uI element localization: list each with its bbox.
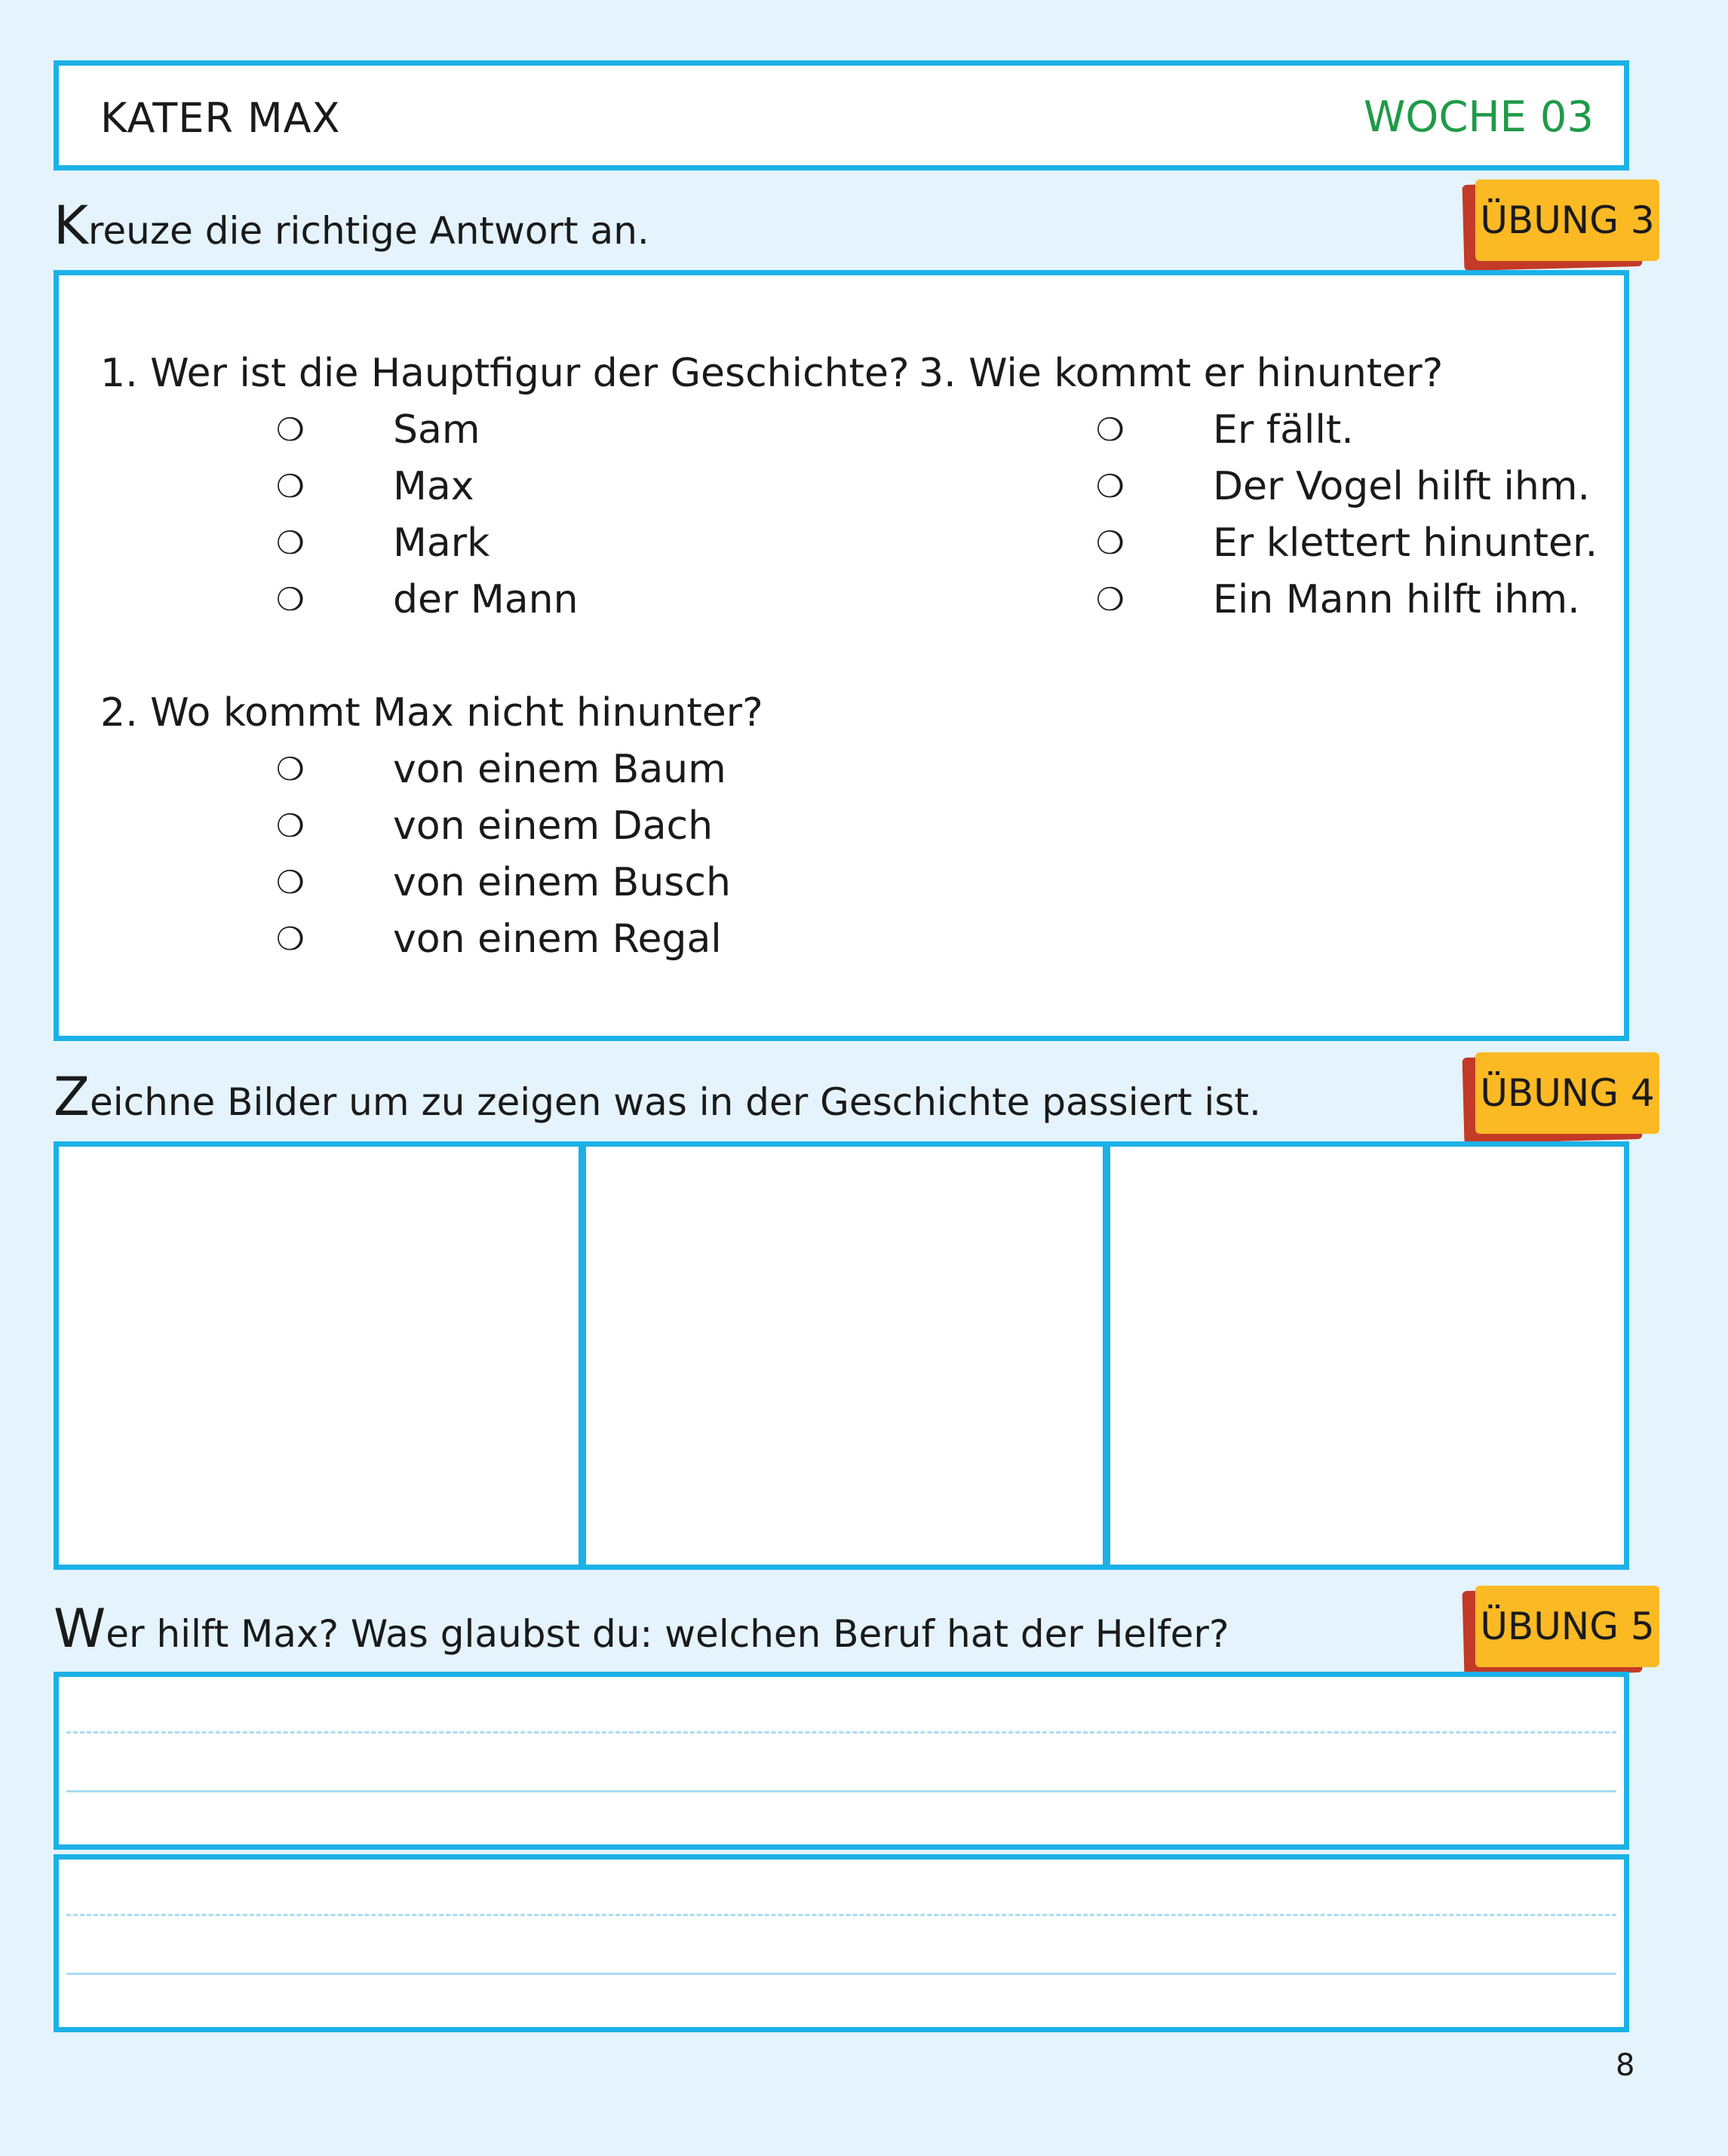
page-number: 8 — [1616, 2048, 1635, 2083]
week-label: WOCHE 03 — [1363, 93, 1594, 142]
quiz-box: 1. Wer ist die Hauptfigur der Geschichte? ❍ Sam ❍ Max ❍ Mark ❍ der Mann 2. Wo kommt Max nicht hinunter? ❍ von einem Baum ❍ von einem Dach ❍ von einem Busch ❍ von einem Regal 3. Wie kommt er hinunter? ❍ Er fällt. ❍ Der Vogel hilft ihm. ❍ Er klettert hinunter. ❍ Ein Mann hilft ihm. — [54, 270, 1629, 1041]
radio-circle-icon[interactable]: ❍ — [1096, 581, 1125, 618]
question-1: 1. Wer ist die Hauptfigur der Geschichte? — [100, 351, 910, 396]
exercise4-instruction: Zeichne Bilder um zu zeigen was in der Geschichte passiert ist. — [54, 1066, 1261, 1128]
badge-label: ÜBUNG 3 — [1475, 180, 1659, 261]
guide-dashed-line — [66, 1914, 1616, 1916]
writing-line-box-2[interactable] — [54, 1854, 1629, 2032]
radio-circle-icon[interactable]: ❍ — [276, 751, 305, 788]
drawing-panel-2[interactable] — [586, 1147, 1103, 1565]
radio-circle-icon[interactable]: ❍ — [276, 807, 305, 844]
header-box — [54, 60, 1629, 170]
radio-circle-icon[interactable]: ❍ — [276, 864, 305, 901]
badge-label: ÜBUNG 4 — [1475, 1052, 1659, 1134]
radio-circle-icon[interactable]: ❍ — [276, 411, 305, 448]
radio-circle-icon[interactable]: ❍ — [276, 468, 305, 505]
exercise3-badge — [1471, 180, 1661, 266]
drawing-panel-1[interactable] — [59, 1147, 579, 1565]
radio-circle-icon[interactable]: ❍ — [276, 581, 305, 618]
radio-circle-icon[interactable]: ❍ — [276, 524, 305, 561]
exercise3-instruction: Kreuze die richtige Antwort an. — [54, 195, 649, 256]
drawing-panels — [54, 1141, 1629, 1570]
badge-label: ÜBUNG 5 — [1475, 1586, 1659, 1667]
exercise5-instruction: Wer hilft Max? Was glaubst du: welchen Beruf hat der Helfer? — [54, 1598, 1229, 1660]
question-2: 2. Wo kommt Max nicht hinunter? — [100, 690, 763, 736]
guide-base-line — [66, 1973, 1616, 1975]
radio-circle-icon[interactable]: ❍ — [276, 920, 305, 957]
drawing-panel-3[interactable] — [1110, 1147, 1624, 1565]
panel-divider — [579, 1147, 586, 1565]
exercise4-badge — [1471, 1052, 1661, 1138]
radio-circle-icon[interactable]: ❍ — [1096, 468, 1125, 505]
guide-dashed-line — [66, 1731, 1616, 1734]
writing-line-box-1[interactable] — [54, 1672, 1629, 1850]
panel-divider — [1103, 1147, 1110, 1565]
exercise5-badge — [1471, 1586, 1661, 1672]
question-3: 3. Wie kommt er hinunter? — [919, 351, 1444, 396]
radio-circle-icon[interactable]: ❍ — [1096, 411, 1125, 448]
guide-base-line — [66, 1790, 1616, 1792]
worksheet-title: KATER MAX — [100, 94, 341, 142]
radio-circle-icon[interactable]: ❍ — [1096, 524, 1125, 561]
